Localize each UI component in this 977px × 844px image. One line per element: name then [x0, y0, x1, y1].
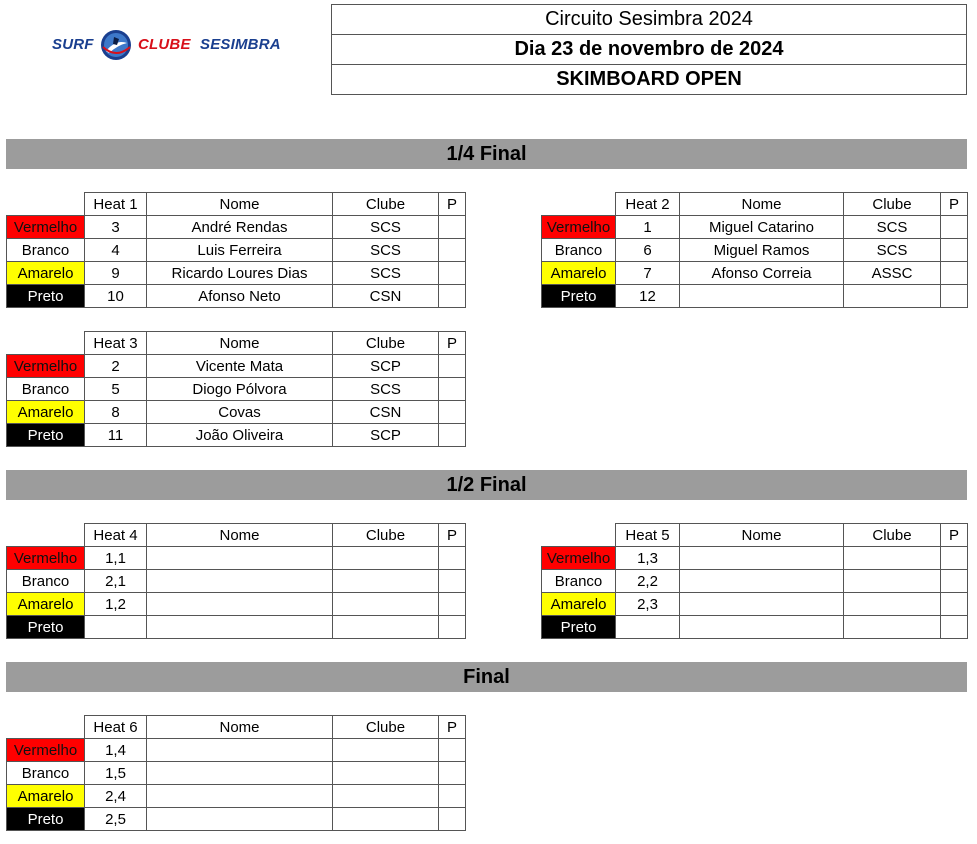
column-clube: Clube: [333, 716, 439, 739]
heat-table-1: [6, 192, 466, 308]
p-cell: [439, 239, 466, 262]
table-row: [7, 616, 466, 639]
column-p: P: [439, 332, 466, 355]
column-p: P: [941, 193, 968, 216]
clube-cell: [333, 739, 439, 762]
heat-table-4: [6, 523, 466, 639]
clube-cell: ASSC: [844, 262, 941, 285]
color-cell-amarelo: Amarelo: [7, 401, 85, 424]
table-row: [542, 285, 968, 308]
color-cell-branco: Branco: [542, 239, 616, 262]
surf-clube-sesimbra-logo: [50, 27, 281, 63]
table-row: [542, 616, 968, 639]
event-date: Dia 23 de novembro de 2024: [332, 35, 966, 65]
column-nome: Nome: [147, 332, 333, 355]
table-row: [7, 547, 466, 570]
heat-header-row: [7, 193, 466, 216]
nome-cell: [147, 570, 333, 593]
event-title-box: [331, 4, 967, 95]
heat-label: Heat 6: [85, 716, 147, 739]
section-quarter-final: 1/4 Final: [6, 139, 967, 169]
nome-cell: Miguel Catarino: [680, 216, 844, 239]
clube-cell: [333, 785, 439, 808]
clube-cell: [844, 547, 941, 570]
heat-header-row: [7, 332, 466, 355]
nome-cell: [147, 593, 333, 616]
header-empty-cell: [7, 193, 85, 216]
seed-cell: 4: [85, 239, 147, 262]
nome-cell: Diogo Pólvora: [147, 378, 333, 401]
nome-cell: [147, 808, 333, 831]
color-cell-branco: Branco: [7, 570, 85, 593]
color-cell-preto: Preto: [7, 808, 85, 831]
heat-header-row: [542, 524, 968, 547]
clube-cell: [333, 593, 439, 616]
table-row: [7, 570, 466, 593]
nome-cell: [680, 547, 844, 570]
clube-cell: SCS: [333, 262, 439, 285]
seed-cell: 2,3: [616, 593, 680, 616]
seed-cell: 1,4: [85, 739, 147, 762]
color-cell-branco: Branco: [7, 378, 85, 401]
p-cell: [439, 785, 466, 808]
column-clube: Clube: [844, 193, 941, 216]
color-cell-preto: Preto: [542, 616, 616, 639]
column-p: P: [439, 716, 466, 739]
table-row: [542, 239, 968, 262]
color-cell-branco: Branco: [7, 762, 85, 785]
heat-table-2: [541, 192, 968, 308]
heat-header-row: [7, 716, 466, 739]
p-cell: [439, 593, 466, 616]
color-cell-vermelho: Vermelho: [7, 216, 85, 239]
heat-label: Heat 1: [85, 193, 147, 216]
table-row: [7, 762, 466, 785]
nome-cell: [147, 785, 333, 808]
clube-cell: SCS: [333, 239, 439, 262]
p-cell: [439, 739, 466, 762]
table-row: [7, 285, 466, 308]
color-cell-amarelo: Amarelo: [7, 785, 85, 808]
seed-cell: 3: [85, 216, 147, 239]
table-row: [7, 355, 466, 378]
heat-label: Heat 4: [85, 524, 147, 547]
seed-cell: 5: [85, 378, 147, 401]
nome-cell: [680, 570, 844, 593]
nome-cell: André Rendas: [147, 216, 333, 239]
heat-label: Heat 3: [85, 332, 147, 355]
seed-cell: [85, 616, 147, 639]
table-row: [7, 262, 466, 285]
color-cell-amarelo: Amarelo: [542, 262, 616, 285]
nome-cell: Vicente Mata: [147, 355, 333, 378]
color-cell-branco: Branco: [542, 570, 616, 593]
seed-cell: [616, 616, 680, 639]
column-clube: Clube: [333, 332, 439, 355]
seed-cell: 2,5: [85, 808, 147, 831]
nome-cell: [680, 593, 844, 616]
nome-cell: [680, 616, 844, 639]
clube-cell: [333, 616, 439, 639]
section-semi-final: 1/2 Final: [6, 470, 967, 500]
table-row: [7, 739, 466, 762]
p-cell: [439, 262, 466, 285]
nome-cell: [147, 739, 333, 762]
p-cell: [941, 616, 968, 639]
surfer-logo-icon: [100, 29, 132, 61]
clube-cell: [333, 808, 439, 831]
table-row: [7, 424, 466, 447]
color-cell-amarelo: Amarelo: [542, 593, 616, 616]
clube-cell: SCP: [333, 355, 439, 378]
seed-cell: 2,4: [85, 785, 147, 808]
heat-table-3: [6, 331, 466, 447]
clube-cell: [333, 570, 439, 593]
header-empty-cell: [7, 716, 85, 739]
nome-cell: Luis Ferreira: [147, 239, 333, 262]
color-cell-amarelo: Amarelo: [7, 593, 85, 616]
header-empty-cell: [7, 332, 85, 355]
heat-header-row: [542, 193, 968, 216]
nome-cell: João Oliveira: [147, 424, 333, 447]
column-nome: Nome: [147, 524, 333, 547]
p-cell: [941, 570, 968, 593]
clube-cell: SCP: [333, 424, 439, 447]
column-nome: Nome: [147, 193, 333, 216]
p-cell: [439, 401, 466, 424]
nome-cell: Covas: [147, 401, 333, 424]
nome-cell: [680, 285, 844, 308]
seed-cell: 1: [616, 216, 680, 239]
p-cell: [941, 262, 968, 285]
seed-cell: 1,2: [85, 593, 147, 616]
column-p: P: [941, 524, 968, 547]
p-cell: [439, 378, 466, 401]
table-row: [7, 378, 466, 401]
p-cell: [439, 355, 466, 378]
seed-cell: 2: [85, 355, 147, 378]
column-clube: Clube: [333, 193, 439, 216]
p-cell: [439, 216, 466, 239]
column-nome: Nome: [147, 716, 333, 739]
p-cell: [439, 424, 466, 447]
p-cell: [941, 285, 968, 308]
table-row: [7, 808, 466, 831]
clube-cell: SCS: [844, 216, 941, 239]
p-cell: [941, 593, 968, 616]
table-row: [542, 262, 968, 285]
heat-header-row: [7, 524, 466, 547]
column-clube: Clube: [844, 524, 941, 547]
column-nome: Nome: [680, 193, 844, 216]
clube-cell: CSN: [333, 285, 439, 308]
clube-cell: [333, 547, 439, 570]
column-p: P: [439, 193, 466, 216]
logo-sesimbra-text: SESIMBRA: [200, 36, 281, 53]
color-cell-preto: Preto: [542, 285, 616, 308]
nome-cell: Ricardo Loures Dias: [147, 262, 333, 285]
table-row: [7, 216, 466, 239]
table-row: [542, 547, 968, 570]
header-empty-cell: [7, 524, 85, 547]
clube-cell: SCS: [333, 378, 439, 401]
heat-label: Heat 5: [616, 524, 680, 547]
nome-cell: [147, 616, 333, 639]
p-cell: [439, 762, 466, 785]
heat-label: Heat 2: [616, 193, 680, 216]
table-row: [7, 593, 466, 616]
column-clube: Clube: [333, 524, 439, 547]
color-cell-vermelho: Vermelho: [542, 547, 616, 570]
color-cell-branco: Branco: [7, 239, 85, 262]
nome-cell: [147, 547, 333, 570]
p-cell: [439, 616, 466, 639]
p-cell: [439, 570, 466, 593]
color-cell-vermelho: Vermelho: [542, 216, 616, 239]
nome-cell: Afonso Correia: [680, 262, 844, 285]
color-cell-vermelho: Vermelho: [7, 739, 85, 762]
seed-cell: 12: [616, 285, 680, 308]
seed-cell: 2,2: [616, 570, 680, 593]
column-p: P: [439, 524, 466, 547]
heat-table-5: [541, 523, 968, 639]
table-row: [7, 239, 466, 262]
p-cell: [439, 808, 466, 831]
color-cell-amarelo: Amarelo: [7, 262, 85, 285]
seed-cell: 11: [85, 424, 147, 447]
seed-cell: 1,5: [85, 762, 147, 785]
clube-cell: SCS: [844, 239, 941, 262]
color-cell-vermelho: Vermelho: [7, 355, 85, 378]
clube-cell: [844, 593, 941, 616]
section-final: Final: [6, 662, 967, 692]
logo-clube-text: CLUBE: [138, 36, 191, 53]
seed-cell: 1,1: [85, 547, 147, 570]
color-cell-preto: Preto: [7, 285, 85, 308]
nome-cell: Afonso Neto: [147, 285, 333, 308]
table-row: [542, 593, 968, 616]
p-cell: [941, 216, 968, 239]
header-empty-cell: [542, 193, 616, 216]
p-cell: [941, 547, 968, 570]
p-cell: [439, 285, 466, 308]
clube-cell: [844, 570, 941, 593]
seed-cell: 10: [85, 285, 147, 308]
seed-cell: 7: [616, 262, 680, 285]
seed-cell: 8: [85, 401, 147, 424]
clube-cell: [844, 616, 941, 639]
table-row: [542, 570, 968, 593]
color-cell-preto: Preto: [7, 424, 85, 447]
nome-cell: [147, 762, 333, 785]
p-cell: [439, 547, 466, 570]
color-cell-vermelho: Vermelho: [7, 547, 85, 570]
clube-cell: SCS: [333, 216, 439, 239]
table-row: [7, 785, 466, 808]
p-cell: [941, 239, 968, 262]
seed-cell: 1,3: [616, 547, 680, 570]
logo-surf-text: SURF: [52, 36, 94, 53]
event-category: SKIMBOARD OPEN: [556, 68, 742, 90]
table-row: [542, 216, 968, 239]
seed-cell: 6: [616, 239, 680, 262]
event-circuit-title: Circuito Sesimbra 2024: [332, 5, 966, 35]
table-row: [7, 401, 466, 424]
clube-cell: [333, 762, 439, 785]
clube-cell: CSN: [333, 401, 439, 424]
column-nome: Nome: [680, 524, 844, 547]
clube-cell: [844, 285, 941, 308]
nome-cell: Miguel Ramos: [680, 239, 844, 262]
seed-cell: 9: [85, 262, 147, 285]
seed-cell: 2,1: [85, 570, 147, 593]
heat-table-6: [6, 715, 466, 831]
color-cell-preto: Preto: [7, 616, 85, 639]
header-empty-cell: [542, 524, 616, 547]
